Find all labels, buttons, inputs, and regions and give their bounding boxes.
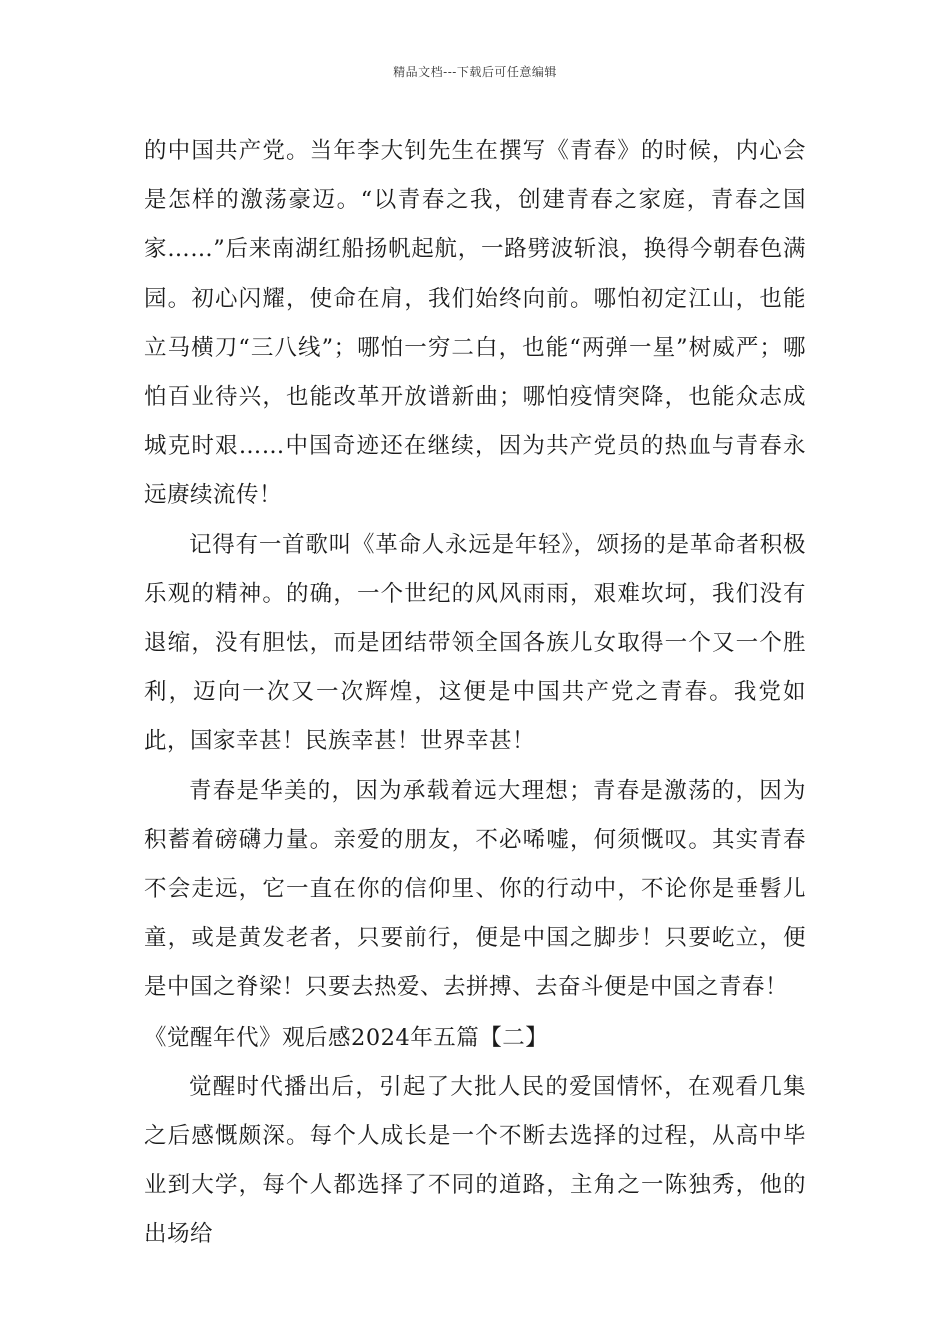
section-heading: 《觉醒年代》观后感2024年五篇【二】: [144, 1024, 549, 1051]
page-header: 精品文档---下载后可任意编辑: [393, 65, 557, 79]
paragraph-4: 觉醒时代播出后，引起了大批人民的爱国情怀，在观看几集之后感慨颇深。每个人成长是一个不断去选择的过程，从高中毕业到大学，每个人都选择了不同的道路，主角之一陈独秀，他的出场给: [144, 1073, 806, 1248]
paragraph-3: 青春是华美的，因为承载着远大理想；青春是激荡的，因为积蓄着磅礴力量。亲爱的朋友，不必唏嘘，何须慨叹。其实青春不会走远，它一直在你的信仰里、你的行动中，不论你是垂髫儿童，或是黄发老者，只要前行，便是中国之脚步！只要屹立，便是中国之脊梁！只要去热爱、去拼搏、去奋斗便是中国之青春！: [144, 777, 806, 1001]
document-body: [144, 127, 806, 1259]
paragraph-2: 记得有一首歌叫《革命人永远是年轻》，颂扬的是革命者积极乐观的精神。的确，一个世纪的风风雨雨，艰难坎坷，我们没有退缩，没有胆怯，而是团结带领全国各族儿女取得一个又一个胜利，迈向一次又一次辉煌，这便是中国共产党之青春。我党如此，国家幸甚！民族幸甚！世界幸甚！: [144, 531, 806, 755]
paragraph-1: 的中国共产党。当年李大钊先生在撰写《青春》的时候，内心会是怎样的激荡豪迈。“以青春之我，创建青春之家庭，青春之国家……”后来南湖红船扬帆起航，一路劈波斩浪，换得今朝春色满园。初心闪耀，使命在肩，我们始终向前。哪怕初定江山，也能立马横刀“三八线”；哪怕一穷二白，也能“两弹一星”树威严；哪怕百业待兴，也能改革开放谱新曲；哪怕疫情突降，也能众志成城克时艰……中国奇迹还在继续，因为共产党员的热血与青春永远赓续流传！: [144, 138, 806, 509]
